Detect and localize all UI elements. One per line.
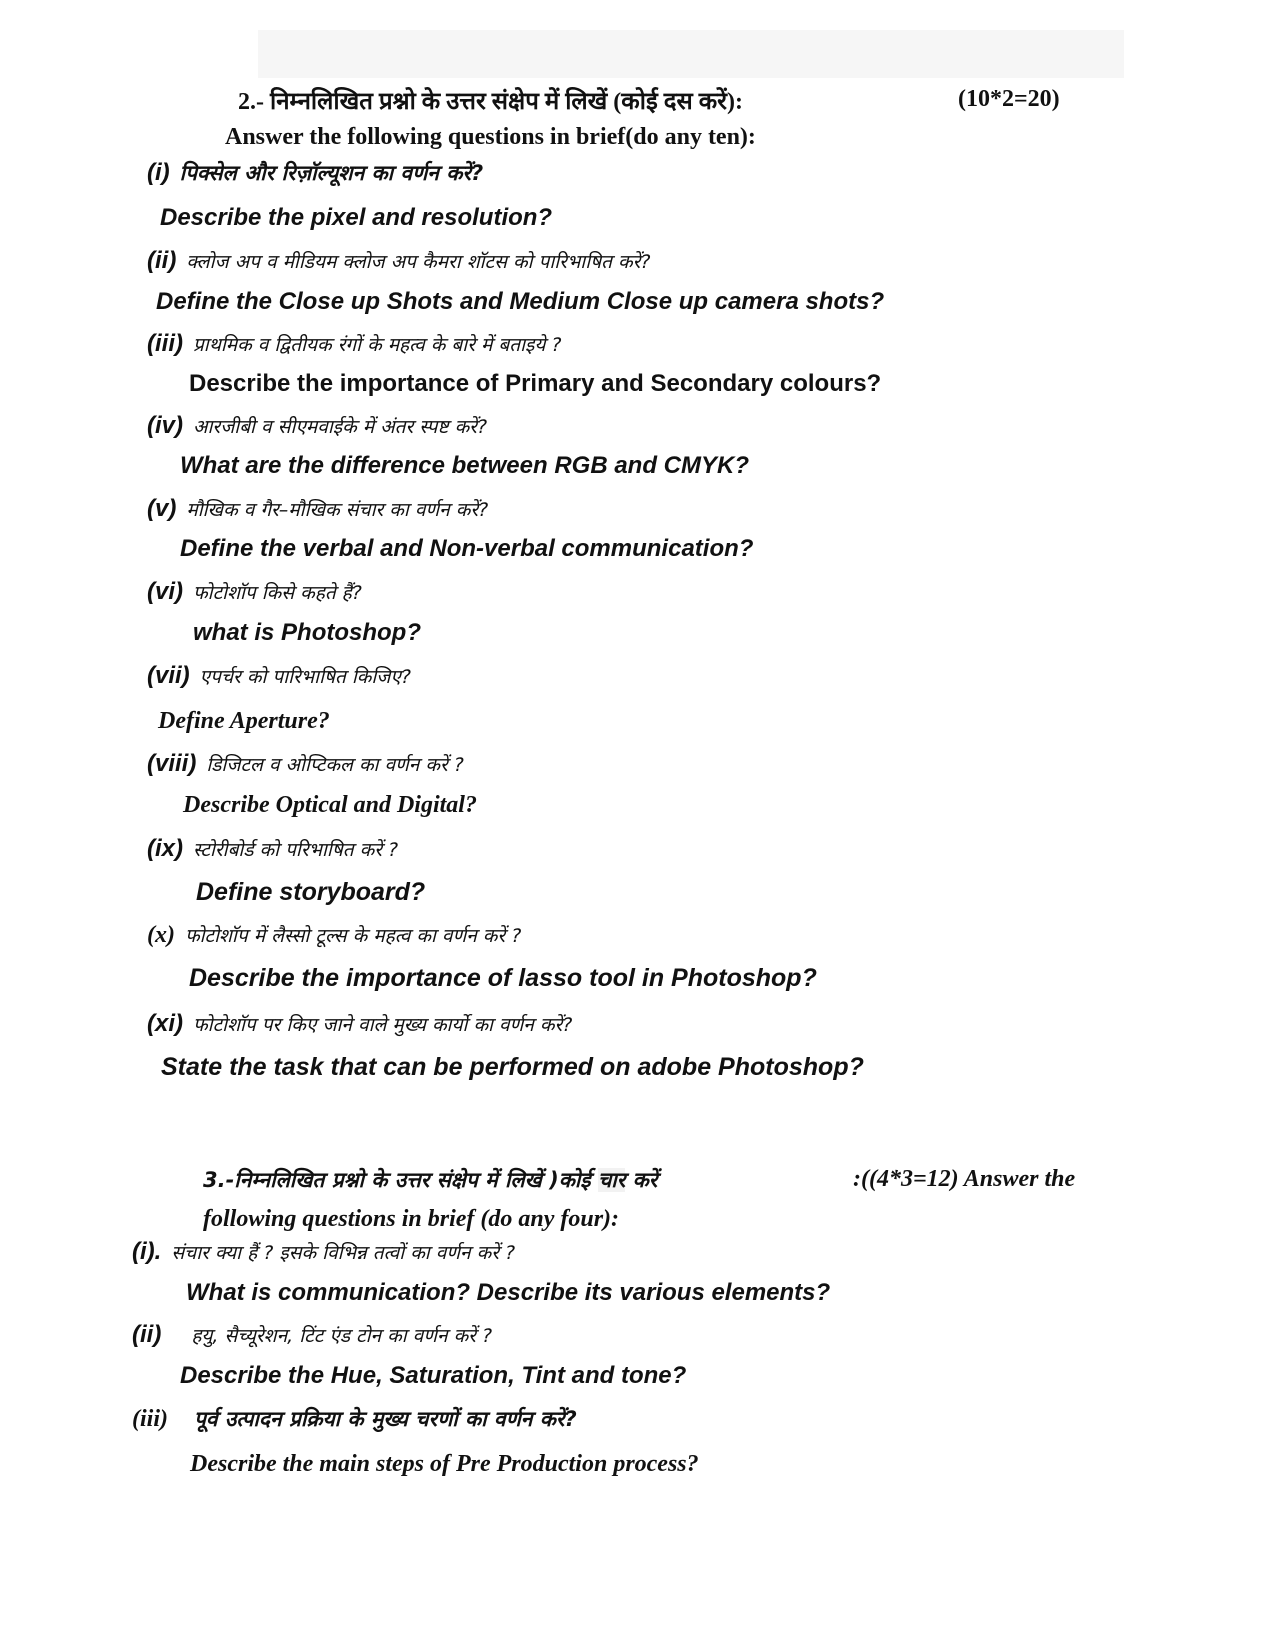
question-english-text: what is Photoshop? — [193, 619, 421, 646]
section2-heading-english: Answer the following questions in brief(do any ten): — [225, 124, 756, 150]
question-number: (ii) — [132, 1321, 162, 1348]
question-number: (x) — [147, 922, 175, 948]
question-hindi-line — [147, 495, 488, 523]
section2-heading-hindi: 2.- निम्नलिखित प्रश्नो के उत्तर संक्षेप में लिखें (कोई दस करें): — [238, 89, 743, 115]
section3-heading-hindi-part-c: करें — [625, 1168, 658, 1192]
question-hindi-line — [147, 835, 398, 863]
question-hindi-line — [147, 750, 464, 778]
section2-marks: (10*2=20) — [958, 86, 1060, 112]
question-hindi-text: स्टोरीबोर्ड को परिभाषित करें ? — [193, 839, 399, 861]
question-hindi-text: हयु, सैच्यूरेशन, टिंट एंड टोन का वर्णन करें ? — [191, 1325, 493, 1347]
question-hindi-text: संचार क्या हैं ? इसके विभिन्न तत्वों का वर्णन करें ? — [171, 1242, 516, 1264]
question-english-text: Describe the pixel and resolution? — [160, 204, 553, 231]
question-english-text: Describe the importance of Primary and Secondary colours? — [189, 370, 882, 397]
question-hindi-text: पूर्व उत्पादन प्रक्रिया के मुख्य चरणों का वर्णन करें? — [194, 1407, 577, 1431]
question-hindi-text: फोटोशॉप पर किए जाने वाले मुख्य कार्यो का वर्णन करें? — [193, 1014, 573, 1036]
question-hindi-text: एपर्चर को पारिभाषित किजिए? — [199, 666, 411, 688]
question-hindi-line — [132, 1321, 492, 1349]
question-hindi-text: आरजीबी व सीएमवाईके में अंतर स्पष्ट करें? — [193, 416, 488, 438]
question-hindi-text: प्राथमिक व द्वितीयक रंगों के महत्व के बारे में बताइये ? — [193, 334, 562, 356]
question-hindi-line — [147, 662, 411, 690]
question-hindi-line — [147, 247, 650, 275]
question-english-text: Define storyboard? — [196, 878, 426, 906]
question-number: (i). — [132, 1238, 162, 1265]
question-english-text: Define Aperture? — [158, 708, 330, 734]
question-english-text: Describe the main steps of Pre Production process? — [190, 1451, 699, 1477]
question-hindi-line — [147, 922, 521, 949]
question-number: (xi) — [147, 1010, 183, 1037]
question-number: (v) — [147, 495, 177, 522]
section3-heading-english: following questions in brief (do any four): — [203, 1206, 620, 1232]
section3-heading-hindi-part-a: 3.-निम्नलिखित प्रश्नो के उत्तर संक्षेप में लिखें )कोई — [203, 1168, 598, 1192]
question-number: (viii) — [147, 750, 197, 777]
question-english-text: State the task that can be performed on adobe Photoshop? — [161, 1053, 864, 1081]
question-hindi-text: फोटोशॉप में लैस्सो टूल्स के महत्व का वर्णन करें ? — [184, 925, 522, 947]
question-hindi-line — [147, 330, 561, 358]
question-hindi-line — [147, 412, 487, 440]
question-english-text: Define the verbal and Non-verbal communication? — [180, 535, 754, 562]
question-hindi-line — [132, 1405, 577, 1433]
question-number: (i) — [147, 159, 170, 186]
question-number: (vii) — [147, 662, 190, 689]
top-header-band — [258, 30, 1124, 78]
question-number: (ix) — [147, 835, 183, 862]
section3-heading-hindi-part-b: चार — [597, 1168, 626, 1192]
question-english-text: Describe the importance of lasso tool in Photoshop? — [189, 964, 817, 992]
question-hindi-line — [147, 1010, 572, 1038]
question-english-text: What is communication? Describe its various elements? — [186, 1279, 831, 1306]
question-number: (iv) — [147, 412, 183, 439]
question-number: (ii) — [147, 247, 177, 274]
question-hindi-line — [147, 159, 483, 187]
question-english-text: What are the difference between RGB and CMYK? — [180, 452, 749, 479]
question-number: (iii) — [132, 1406, 168, 1432]
question-hindi-text: पिक्सेल और रिज़ॉल्यूशन का वर्णन करें? — [179, 161, 484, 185]
section3-marks: :((4*3=12) Answer the — [853, 1166, 1076, 1192]
question-english-text: Describe Optical and Digital? — [183, 792, 477, 818]
question-hindi-line — [132, 1238, 515, 1266]
section3-heading-hindi — [203, 1166, 657, 1194]
question-english-text: Define the Close up Shots and Medium Close up camera shots? — [156, 288, 885, 315]
question-hindi-text: मौखिक व गैर–मौखिक संचार का वर्णन करें? — [186, 499, 489, 521]
question-number: (iii) — [147, 330, 183, 357]
question-number: (vi) — [147, 578, 183, 605]
question-english-text: Describe the Hue, Saturation, Tint and tone? — [180, 1362, 687, 1389]
question-hindi-text: डिजिटल व ओप्टिकल का वर्णन करें ? — [206, 754, 464, 776]
question-hindi-line — [147, 578, 362, 606]
question-hindi-text: फोटोशॉप किसे कहते हैं? — [193, 582, 362, 604]
question-hindi-text: क्लोज अप व मीडियम क्लोज अप कैमरा शॉटस को पारिभाषित करें? — [186, 251, 651, 273]
